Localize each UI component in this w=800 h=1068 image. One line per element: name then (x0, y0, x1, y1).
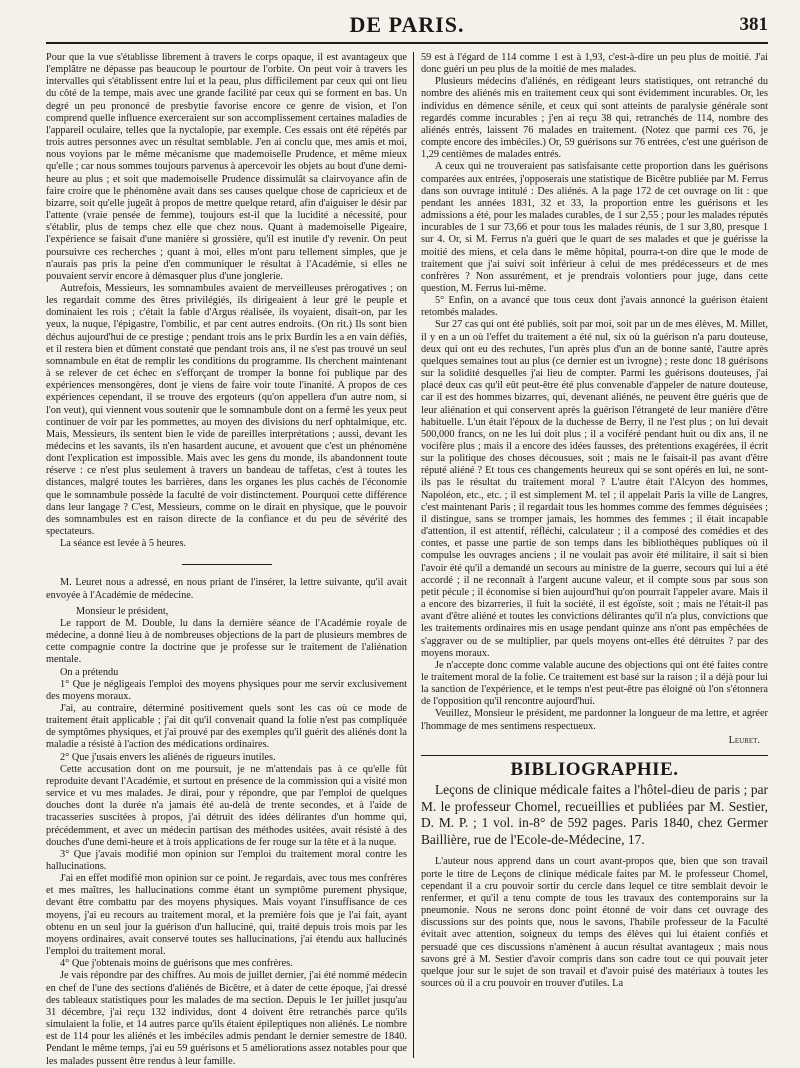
letter-salutation: Monsieur le président, (76, 605, 169, 617)
letter-paragraph: Cette accusation dont on me poursuit, je ne m'attendais pas à ce qu'elle fût reproduite devant l'Académie, et surtout en présence de la commission qui a visité mon service et vu mes malades. Je dirai, pour y répondre, que par l'emploi de quelques douches dont la durée n'a jamais été au-delà de trente secondes, et à l'aide de tracasseries suscitées à propos, j'ai détruit des idées délirantes d'un homme qui, précédemment, et avec un médecin partisan des méthodes usitées, avait résisté à des douches d'une demi-heure et à trois applications de fer rouge sur la tête et à la nuque. (46, 763, 407, 848)
letter-paragraph: A ceux qui ne trouveraient pas satisfaisante cette proportion dans les guérisons comparées aux entrées, j'opposerais une statistique de Bicêtre publiée par M. Ferrus dans son ouvrage intitulé : Des aliénés. A la page 172 de cet ouvrage on lit : que pendant les années 1831, 32 et 33, la proportion entre les guérisons et les admissions a été, pour les malades curables, de 1 sur 2,55 ; pour les malades réputés incurables de 1 sur 73,66 et pour tous les malades réunis, de 1 sur 3,80, presque 1 sur 4. Or, si M. Ferrus n'a guéri que le quart de ses malades et que je guérisse la moitié des miens, et cela dans le même hôpital, pourra-t-on dire que le mode de traitement que j'ai suivi soit inférieur à celui de mes prédécesseurs et de mes confrères ? Non assurément, et je prendrais volontiers pour juge, dans cette question, M. Ferrus lui-même. (421, 161, 768, 294)
right-column (421, 52, 768, 1058)
letter-paragraph: 4° Que j'obtenais moins de guérisons que mes confrères. (60, 958, 293, 970)
page-title: DE PARIS. (349, 12, 465, 37)
section-separator (421, 755, 768, 756)
letter-paragraph: 3° Que j'avais modifié mon opinion sur l'emploi du traitement moral contre les hallucinations. (46, 848, 407, 872)
article-paragraph: Autrefois, Messieurs, les somnambules avaient de merveilleuses prérogatives ; on les regardait comme des êtres privilégiés, ils dirigeaient à leur gré le peuple et dominaient les rois ; c'était la fable d'Argus réalisée, ils voyaient, disait-on, par les yeux, la nuque, l'épigastre, l'ombilic, et par cent autres endroits. (On rit.) Ils sont bien déchus aujourd'hui de ce prestige ; pendant trois ans le prix Burdin les a en vain défiés, et il restera bien et dûment constaté que pendant trois ans, il ne s'est pas trouvé un seul somnambule en état de remplir les conditions du programme. Ils cherchent maintenant à se relever de cet échec en s'efforçant de tromper la bonne foi publique par des expériences mensongères, dont je viens de faire voir toute l'inanité. A propos de ces expériences cependant, il se trouve des ergoteurs (qu'on appellera d'un autre nom, si l'on veut), qui viennent vous soutenir que le somnambule dont on a fermé les yeux peut continuer de voir par les pommettes, au moyen des divisions du nerf ophtalmique, etc. Mais, Messieurs, ils sentent bien le vide de pareilles interprétations ; aussi, devant les médecins et les savants, ils n'en hasardent aucune, et avouent que c'est un phénomène dont l'explication est impossible. Mais avec les gens du monde, ils abandonnent toute réserve : ce n'est plus seulement à travers un bandeau de taffetas, c'est à toutes les distances, malgré toutes les barrières, dans les organes les plus cachés de l'économie que le somnambule possède la faculté de voir distinctement. Pourquoi cette différence dans leur langage ? C'est, Messieurs, comme on le dirait en physique, que le pouvoir des somnambules est en raison directe de la confiance et du peu de sévérité des spectateurs. (46, 282, 407, 538)
book-reference: Leçons de clinique médicale faites a l'hôtel-dieu de paris ; par M. le professeur Chomel, recueillies et publiées par M. Sestier, D. M. P. ; 1 vol. in-8° de 592 pages. Paris 1840, chez Germer Baillière, rue de l'Ecole-de-Médecine, 17. (421, 782, 768, 847)
section-separator (182, 564, 272, 565)
letter-paragraph: Je vais répondre par des chiffres. Au mois de juillet dernier, j'ai été nommé médecin en chef de l'une des sections d'aliénés de Bicêtre, et à dater de cette époque, j'ai dressé des tableaux statistiques pour les malades de ma section. Depuis le 1er juillet jusqu'au 31 décembre, j'ai reçu 132 individus, dont 4 doivent être retranchés parce qu'ils simulaient la folie, et 14 autres parce qu'ils étaient épileptiques non aliénés. Le nombre est de 114 pour les aliénés et les imbéciles admis pendant le dernier semestre de 1840. Pendant le même temps, j'ai eu 59 guérisons et 5 améliorations assez notables pour que les malades pussent être rendus à leur famille. (46, 970, 407, 1067)
letter-closing: Veuillez, Monsieur le président, me pardonner la longueur de ma lettre, et agréer l'hommage de mes sentimens respectueux. (421, 708, 768, 732)
letter-paragraph: Plusieurs médecins d'aliénés, en rédigeant leurs statistiques, ont retranché du nombre des aliénés mis en traitement ceux qui sont évidemment incurables. Or, les individus en démence sénile, et ceux qui sont atteints de paralysie générale sont regardés comme incurables ; j'en ai reçu 38 qui, retranchés de 114, nombre des aliénés entrés, laissent 76 malades en traitement. (Notez que parmi ces 76, je compte encore des imbéciles.) Or, 59 guérisons sur 76 entrées, c'est une guérison de 1,29 centièmes de malades entrés. (421, 76, 768, 161)
letter-paragraph: Le rapport de M. Double, lu dans la dernière séance de l'Académie royale de médecine, a donné lieu à de nombreuses objections de la part de plusieurs membres de cette compagnie contre la doctrine que je professe sur le traitement de l'aliénation mentale. (46, 617, 407, 666)
letter-signature: Leuret. (728, 734, 760, 746)
page-header (46, 12, 768, 44)
letter-paragraph: J'ai, au contraire, déterminé positivement quels sont les cas où ce mode de traitement était applicable ; j'ai dit qu'il convenait quand la folie n'est pas compliquée de symptômes physiques, et j'ai prouvé par des exemples qu'il guérit des aliénés dont la maladie a résisté à l'action des médications ordinaires. (46, 702, 407, 751)
letter-intro: M. Leuret nous a adressé, en nous priant de l'insérer, la lettre suivante, qu'il avait envoyée à l'Académie de médecine. (46, 577, 407, 601)
letter-paragraph: J'ai en effet modifié mon opinion sur ce point. Je regardais, avec tous mes confrères et mes maîtres, les hallucinations comme étant un symptôme purement physique, devant être combattu par des moyens physiques. Mais voyant l'insuffisance de ces moyens, j'ai eu recours au traitement moral, et la première fois que je l'ai fait, ayant obtenu en un seul jour la guérison d'un halluciné, qui, traité depuis trois mois par les moyens ordinaires, avait conservé toutes ses hallucinations, j'ai étendu aux hallucinés l'emploi du traitement moral. (46, 873, 407, 958)
bibliography-heading: BIBLIOGRAPHIE. (510, 758, 679, 780)
letter-paragraph: 59 est à l'égard de 114 comme 1 est à 1,93, c'est-à-dire un peu plus de moitié. J'ai donc guéri un peu plus de la moitié de mes malades. (421, 52, 768, 76)
review-paragraph: L'auteur nous apprend dans un court avant-propos que, bien que son travail porte le titre de Leçons de clinique médicale faites par M. le professeur Chomel, cependant il a cru pouvoir sortir du cercle dans lequel ce titre semblait devoir le renfermer, et qu'il a tenu compte de tous les travaux des contemporains sur la pneumonie. Nous ne serons donc point étonné de voir dans cet ouvrage des discussions sur des points que, nous le savons, l'habile professeur de la Faculté évitait avec attention, soigneux du temps des élèves qui lui étaient confiés et persuadé que ces discussions n'amènent à aucun résultat avantageux ; mais nous savons gré à M. Sestier d'avoir compris dans son cadre tout ce qui pouvait jeter quelque jour sur le sujet de son travail et d'avoir puisé des matériaux à toutes les sources où il a cru pouvoir en trouver d'utiles. La (421, 856, 768, 989)
letter-paragraph: Je n'accepte donc comme valable aucune des objections qui ont été faites contre le traitement moral de la folie. Ce traitement est basé sur la raison ; il a déjà pour lui la sanction de l'expérience, et le temps n'est peut-être pas éloigné où l'on s'étonnera de l'opposition qu'il rencontre aujourd'hui. (421, 659, 768, 708)
letter-paragraph: 2° Que j'usais envers les aliénés de rigueurs inutiles. (60, 751, 276, 763)
letter-paragraph: On a prétendu (60, 666, 119, 678)
letter-paragraph: 5° Enfin, on a avancé que tous ceux dont j'avais annoncé la guérison étaient retombés malades. (421, 295, 768, 319)
article-paragraph: Pour que la vue s'établisse librement à travers le corps opaque, il est avantageux que l'emplâtre ne dépasse pas beaucoup le pourtour de l'orbite. On peut voir à travers les intervalles qui s'établissent entre lui et la peau, plus difficilement par ceux qui ont lieu du côté de la tempe, mais avec une grande facilité par ceux qui se forment en bas. Un degré un peu prononcé de presbytie favorise encore ce genre de vision, et l'on comprend quelle influence exerceraient sur son accomplissement certaines maladies de l'appareil oculaire, telles que la nyctalopie, par exemple. Ces essais ont été répétés par trois autres personnes avec un résultat semblable. J'en ai conclu que, mes amis et moi, nous voyions par le même mécanisme que mademoiselle Prudence, et même mieux qu'elle ; car nous sommes toujours parvenus à apercevoir les objets au bout d'une demi-heure au plus ; et soit que mademoiselle Prudence dissimulât sa clairvoyance afin de faire croire que le phénomène avait dans ses causes quelque chose de capricieux et de bizarre, soit qu'elle jugeât à propos de mettre quelque retard, afin d'aiguiser le désir par l'attente (vraie pensée de femme), toujours est-il que la lucidité a nécessité, pour s'établir, plus de temps chez elle que chez nous. Quant à mademoiselle Pigeaire, l'expérience se faisait d'une manière si grossière, qu'il est inutile d'y revenir. On peut poursuivre ces recherches ; quant à moi, elles m'ont paru tellement simples, que je n'aurais pas pris la peine d'en communiquer le résultat à l'Académie, si elles ne pouvaient servir encore à démasquer plus d'une jonglerie. (46, 52, 407, 282)
left-column (46, 52, 407, 1067)
column-divider (413, 52, 414, 1058)
page-number: 381 (739, 14, 768, 35)
letter-paragraph: 1° Que je négligeais l'emploi des moyens physiques pour me servir exclusivement des moyens moraux. (46, 678, 407, 702)
session-closing: La séance est levée à 5 heures. (60, 538, 187, 550)
letter-paragraph: Sur 27 cas qui ont été publiés, soit par moi, soit par un de mes élèves, M. Millet, il y en a un où l'effet du traitement a été nul, six où la guérison n'a paru douteuse, deux qui ont eu des rechutes, l'un après plus d'un an de bonne santé, l'autre après quelques semaines tout au plus (ce dernier est un ivrogne) ; reste donc 18 guérisons sur la solidité desquelles j'ai lieu de compter. Parmi les guérisons douteuses, j'ai placé deux cas qu'il eût peut-être été plus convenable d'appeler de nature douteuse, car il est des hommes bizarres, qui, devenant aliénés, ne peuvent être guéris que de leur aliénation et qui conservent après la guérison l'étrangeté de leur manière d'être habituelle. L'un était l'époux de la duchesse de Berry, il ne l'est plus ; on lui devait 500,000 francs, on ne les lui doit plus ; il a vociféré pendant huit ou dix ans, il ne vocifère plus ; mais il a encore des idées fausses, des prétentions exagérées, il écrit sur la politique des choses décousues, soit ; mais ne le faisait-il pas avant d'être réputé aliéné ? Et tous ces changements heureux qui se sont opérés en lui, ne sont-ils pas le résultat du traitement moral ? L'autre était l'Alcyon des hommes, Napoléon, etc., etc. ; il est simplement M. tel ; il appelait Paris la ville de Langres, c'est maintenant Paris ; il regardait tous les hommes comme des femmes déguisées ; il distingue, sans se tromper jamais, les hommes des femmes ; il était incapable d'attention, il est attentif, réfléchi, calculateur ; il a composé des comédies et des contes, et passe une partie de son temps dans les bibliothèques publiques où il compulse les ouvrages anciens ; il ne voulait pas avoir été militaire, il sait si bien l'avoir été qu'il a demandé un secours au ministre de la guerre, secours qui lui a été accordé ; il ne reconnaît à l'argent aucune valeur, et il compte sous par sous son petit pécule ; il économise si bien aujourd'hui qu'on pourrait l'appeler avare. Mais il a encore des bizarreries, il fuit la société, il est égoïste, soit ; mais ne l'était-il pas avant d'être aliéné et toutes les convictions délirantes qu'il n'a plus, convictions que les traitements ordinaires mis en usage pendant quinze ans n'ont pas empêchées de s'aggraver ou de se multiplier, par quels moyens ont-elles été détruites ? par des moyens moraux. (421, 319, 768, 659)
